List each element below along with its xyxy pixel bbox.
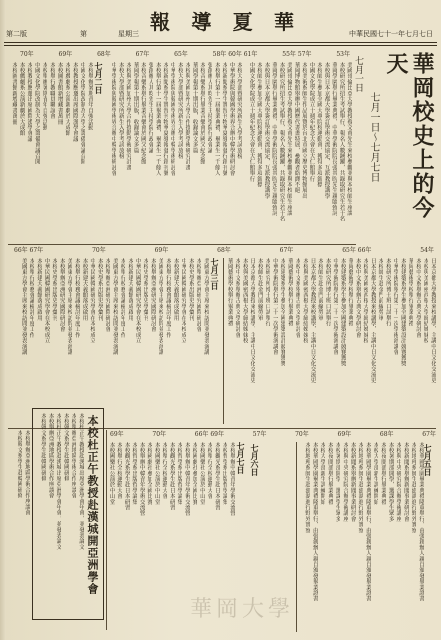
column-text: 本校與美國密西根大學締結姊妹校 <box>301 258 308 344</box>
column-text: 本校哲學系出版哲學論集 <box>221 442 228 505</box>
year-label: 70年 <box>92 247 106 254</box>
column-text: 本校史學系出版史學彙刊 <box>142 258 149 321</box>
column-text: 本校觀光系學生赴日本研習 <box>213 442 220 511</box>
masthead-char: 導 <box>191 10 218 34</box>
year-label: 66年 67年 <box>14 247 44 254</box>
column-block-bottom-left <box>8 430 30 630</box>
column-text: 日本京都大學教授來校講學，主講中日文化交流史 <box>249 258 256 384</box>
column-text: 中華民國韓國研究學會在本校成立 <box>43 258 50 344</box>
column-text: 本校舉行校務會議檢討年度工作 <box>28 258 35 338</box>
year-label: 66年 69年 <box>194 431 224 438</box>
year-label: 69年 <box>58 51 73 58</box>
column-text: 本校舉行全校運動大會 <box>161 442 168 499</box>
column-block-bottom-mid <box>108 442 246 592</box>
column-text: 本校杜正午教授赴漢城出席亞洲學會年會，並發表論文 <box>55 413 62 550</box>
year-label: 67年 <box>422 431 436 438</box>
column-text: 中華民國韓國研究學會在本校成立 <box>89 258 96 344</box>
masthead-char: 報 <box>150 10 176 34</box>
column-text: 美國東方學會主席來校訪問並發表演講 <box>20 258 27 355</box>
column-text: 本校研究所博士班口試舉行 <box>264 258 271 327</box>
column-text: 本校美術系師生作品展覽於台北市國立歷史博物館展出 <box>301 62 307 199</box>
column-text: 本校舉行全校運動大會 <box>116 442 123 499</box>
column-text: 本校舉辦亞洲地區學術合作座談會 <box>70 413 77 499</box>
article-date-range: 七月一日～七月七日 <box>368 92 379 182</box>
column-text: 美國東方學會主席來校訪問並發表演講 <box>66 258 73 355</box>
column-text: 本校新建大義館落成啟用 <box>127 258 134 321</box>
column-text: 中華學術院舉行第二十一次學術演講會 <box>332 258 339 355</box>
column-text: 中華學術院與韓國學術界合辦中韓學術研討會 <box>110 62 117 176</box>
column-text: 本校國劇社參加全國比賽 <box>146 442 153 505</box>
date-heading: 七月三日 <box>210 258 220 290</box>
column-text: 本校國劇社參加全國比賽 <box>191 442 198 505</box>
column-text: 中華民國韓國研究學會在本校成立 <box>180 258 187 344</box>
column-text: 本校建築系學生參加全國建築設計競賽獲獎 <box>339 258 346 367</box>
column-text: 美國東方學會主席來校訪問並發表演講 <box>203 258 209 355</box>
column-text: 本校中文系舉辦古典文學研討會 <box>414 258 421 338</box>
year-label: 55年 57年 <box>282 51 312 58</box>
column-text: 本校大學部暨研究所新生入學考試放榜 <box>117 62 124 159</box>
issue-number: 第 <box>80 30 87 38</box>
masthead-char: 華 <box>273 10 300 34</box>
column-text: 日本京都大學教授來校講學，主講中日文化交流史 <box>369 258 376 384</box>
column-text: 本校舉辦亞洲地區學術合作座談會 <box>24 430 30 516</box>
column-text: 本校音樂系舉行畢業音樂會於國父紀念館 <box>139 62 146 165</box>
column-text: 本校新建大義館落成啟用 <box>172 258 179 321</box>
column-text: 本校教授應邀出席國際漢學會議 <box>71 62 78 142</box>
year-label: 68年 <box>379 431 394 438</box>
year-row-top <box>20 50 350 59</box>
column-block-top-right <box>248 62 352 240</box>
column-text: 日本京都大學教授來校講學，主講中日文化交流史 <box>430 258 436 384</box>
section-divider <box>8 244 356 245</box>
column-text: 本校新聞系舉辦新聞事業研討會 <box>349 442 356 522</box>
year-label: 70年 <box>152 431 167 438</box>
column-text: 本校地理系師生赴澎湖進行野外實察 <box>410 442 417 534</box>
column-text: 本校舉辦亞洲研究國際研討會 <box>149 258 156 333</box>
column-text: 本校建築系學生參加全國建築設計競賽獲獎 <box>279 258 286 367</box>
column-text: 本校新建大義館落成啟用 <box>81 258 88 321</box>
column-text: 本校圖書館新增藏書萬冊 <box>11 62 18 125</box>
article-title-block <box>355 52 435 240</box>
publication-date: 中華民國七十一年七月七日 <box>349 30 433 38</box>
masthead-char: 夏 <box>232 10 259 34</box>
column-text: 本校韓文系學生赴韓國研修 <box>40 413 47 482</box>
column-text: 本校研究所招生考試舉行，報名人數踴躍，共錄取研究生若干名 <box>278 62 285 222</box>
column-text: 本校舉辦亞洲研究國際研討會 <box>58 258 65 333</box>
year-label: 67年 <box>135 51 150 58</box>
page-fold-shadow <box>0 0 6 640</box>
column-block-top-left <box>10 62 104 240</box>
column-text: 本校與日本京都大學簽訂學術交流協定，互派教授講學 <box>263 62 270 199</box>
column-text: 本校舉行校務會議檢討年度工作 <box>165 258 172 338</box>
sidebar-title: 本校杜正午教授赴漢城開亞洲學會 <box>86 415 99 595</box>
column-text: 中華民國韓國研究學會在本校成立 <box>134 258 141 344</box>
column-text: 美國東方學會主席來校訪問並發表演講 <box>111 258 118 355</box>
column-text: 本校華岡學園畢業典禮隆重舉行，由張創辦人親自頒發畢業證書 <box>418 442 424 602</box>
header-rule <box>4 42 437 43</box>
column-text: 本校舉行第十一屆畢業典禮，畢業生一千餘人 <box>154 62 161 176</box>
column-text: 本校國樂社公演於中山堂 <box>108 442 115 505</box>
column-text: 中華學術院舉行第二十一次學術演講會 <box>392 258 399 355</box>
column-text: 本校夜間部舉行畢業典禮 <box>380 442 387 505</box>
column-text: 本校與美國加州大學合作推動學術研究計畫 <box>125 62 132 171</box>
column-text: 華岡藝術學校舉行畢業典禮 <box>407 258 414 327</box>
column-text: 本校大學部暨研究所新生入學考試放榜 <box>176 62 183 159</box>
column-text: 本校觀光系學生赴日本研習 <box>168 442 175 511</box>
column-text: 中國文化學院改制為大學之籌備會議召開 <box>33 62 40 165</box>
column-text: 本校國樂社公演於中山堂 <box>153 442 160 505</box>
column-text: 美國東方學會主席來校訪問並發表演講 <box>157 258 164 355</box>
column-text: 本校戲劇系公演新劇於大成館 <box>18 62 25 137</box>
column-text: 本校新建大義館落成啟用 <box>35 258 42 321</box>
column-text: 本校舉辦暑期青年自強活動 <box>87 62 93 131</box>
year-label: 69年 <box>337 431 352 438</box>
column-text: 本校舉辦亞洲研究國際研討會 <box>195 258 202 333</box>
year-label: 54年 <box>420 247 434 254</box>
column-text: 本校建築系學生參加全國建築設計競賽獲獎 <box>399 258 406 367</box>
column-block-mid-right <box>226 258 436 424</box>
year-label: 53年 <box>336 51 350 58</box>
masthead <box>150 10 300 34</box>
column-text: 本校舉行教職員聯誼會 <box>49 62 56 119</box>
column-text: 本校韓文系學生赴韓國研修 <box>16 430 23 499</box>
column-text: 本校舉辦中韓青年學術交流營 <box>138 442 145 517</box>
column-text: 本校師生參加全國大專院校運動會，獲得多項錦標 <box>256 62 262 188</box>
year-label: 65年 66年 <box>342 247 372 254</box>
column-divider <box>223 258 224 424</box>
column-text: 張創辦人其昀先生主持學院行政會議 <box>147 62 154 154</box>
year-label: 69年 <box>110 431 124 438</box>
year-row-bottom <box>110 430 436 439</box>
column-text: 本校大學部暨研究所新生入學考試放榜 <box>236 62 242 159</box>
column-text: 中華學術院與韓國學術界合辦中韓學術研討會 <box>169 62 176 176</box>
column-text: 本校大學部新生訓練開始 <box>372 442 379 505</box>
column-text: 中華學術院舉行第二十一次學術演講會 <box>271 258 278 355</box>
column-text: 本校觀光系學生赴日本研習 <box>123 442 130 511</box>
column-text: 本校舉辦亞洲地區學術合作座談會 <box>47 413 54 499</box>
column-text: 本校地理系師生赴澎湖進行野外實察 <box>357 442 364 534</box>
column-divider <box>106 430 107 630</box>
column-text: 本校中文系舉辦古典文學研討會 <box>294 258 301 338</box>
column-text: 本校史學系出版史學彙刊 <box>96 258 103 321</box>
year-label: 70年 <box>295 431 309 438</box>
year-label: 58年 60年 61年 <box>212 51 258 58</box>
year-label: 68年 <box>217 247 231 254</box>
column-text: 本校與美國密西根大學締結姊妹校 <box>422 258 429 344</box>
column-text: 本校杜正午教授赴漢城出席亞洲學會年會，並發表論文 <box>78 413 84 550</box>
year-label: 65年 <box>174 51 188 58</box>
column-text: 本校圖書館新增藏書萬冊 <box>56 62 63 125</box>
column-text: 本校師生參加全國大專院校運動會，獲得多項錦標 <box>316 62 322 188</box>
header-rule <box>4 45 437 46</box>
column-text: 本校舉行校務會議檢討年度工作 <box>73 258 80 338</box>
column-text: 本校暑期部開學，選課學生眾多 <box>387 442 394 522</box>
column-text: 張創辦人其昀先生主持學院行政會議 <box>206 62 213 154</box>
column-text: 本校與日本京都大學簽訂學術交流協定，互派教授講學 <box>323 62 330 199</box>
column-text: 美國哥倫比亞大學教授蔡文甫先生來校參觀並與本校師生座談 <box>346 62 352 216</box>
year-label: 70年 <box>20 51 34 58</box>
column-text: 本校新聞系舉辦新聞事業研討會 <box>402 442 409 522</box>
date-heading: 七月二日 <box>94 62 104 94</box>
column-text: 本校教授應邀出席國際漢學會議 <box>26 62 33 142</box>
column-text: 本校與中央研究院合辦學術講座 <box>342 442 349 522</box>
column-text: 華岡博物館舉辦中國歷代書畫特展，參觀者絡繹不絕 <box>293 62 300 194</box>
year-label: 67年 <box>279 247 294 254</box>
column-text: 本校舉辦中韓青年學術交流營 <box>183 442 190 517</box>
column-text: 中國文化學院改制為大學之籌備會議召開 <box>79 62 86 165</box>
column-text: 本校新聞系學生實習刊物華夏導報發行創刊號 <box>162 62 169 176</box>
column-text: 本校研究所博士班口試舉行 <box>324 258 331 327</box>
column-text: 華岡學報第十期出版，收錄論文多篇 <box>191 62 198 154</box>
article-title: 華岡校史上的今天 <box>383 52 435 220</box>
date-heading: 七月五日 <box>423 444 433 476</box>
column-text: 華岡學園舉行畢業典禮，中華學術院院長張其昀先生親臨致詞 <box>331 62 337 216</box>
column-text: 本校夜間部舉行畢業典禮 <box>326 442 333 505</box>
column-text: 本校國樂社公演於中山堂 <box>198 442 205 505</box>
column-text: 本校中文系舉辦古典文學研討會 <box>234 258 241 338</box>
column-text: 本校舉行校務會議檢討年度工作 <box>119 258 126 338</box>
year-row-mid <box>14 246 434 255</box>
column-text: 華岡藝術學校舉行畢業典禮 <box>347 258 354 327</box>
column-text: 本校哲學系出版哲學論集 <box>131 442 138 505</box>
column-text: 本校地理系師生赴澎湖進行野外實察 <box>304 442 311 534</box>
column-text: 本校與美國加州大學合作推動學術研究計畫 <box>184 62 191 171</box>
column-text: 本校舉辦暑期青年自強活動 <box>41 62 48 131</box>
column-text: 中國文化學院成立十週年紀念大會在大仁館舉行 <box>248 62 255 182</box>
column-text: 本校華岡學園畢業典禮隆重舉行，由張創辦人親自頒發畢業證書 <box>311 442 318 602</box>
column-text: 本校舉行第十一屆畢業典禮，畢業生一千餘人 <box>213 62 220 176</box>
column-text: 本校大學部新生訓練開始 <box>319 442 326 505</box>
column-text: 本校師生赴金門前線勞軍 <box>317 258 324 321</box>
year-label: 69年 <box>154 247 169 254</box>
column-block-top-mid <box>110 62 242 240</box>
column-text: 本校中文系舉辦古典文學研討會 <box>354 258 361 338</box>
column-text: 中國文化學院成立十週年紀念大會在大仁館舉行 <box>308 62 315 182</box>
column-text: 本校師生赴金門前線勞軍 <box>377 258 384 321</box>
year-label: 57年 <box>252 431 267 438</box>
sidebar-text-block <box>36 413 84 613</box>
column-text: 本校與中央研究院合辦學術講座 <box>395 442 402 522</box>
article-subhead: 七月一日 <box>353 56 363 92</box>
date-heading: 七月六日 <box>250 444 260 476</box>
column-text: 本校史學系出版史學彙刊 <box>51 258 58 321</box>
column-text: 本校研究所招生考試舉行，報名人數踴躍，共錄取研究生若干名 <box>338 62 345 222</box>
column-block-mid-left <box>10 258 220 404</box>
column-text: 華岡藝術學校舉行畢業典禮 <box>286 258 293 327</box>
column-text: 本校舉行全校運動大會 <box>206 442 213 499</box>
year-label: 68年 <box>97 51 111 58</box>
date-heading: 七月七日 <box>236 442 246 474</box>
weekday: 星期三 <box>118 30 139 38</box>
column-text: 本校史學系出版史學彙刊 <box>187 258 194 321</box>
column-text: 本校韓文系學生赴韓國研修 <box>62 413 69 482</box>
column-text: 本校師生赴金門前線勞軍 <box>256 258 263 321</box>
column-text: 本校與美國密西根大學締結姊妹校 <box>362 258 369 344</box>
column-text: 本校與美國密西根大學締結姊妹校 <box>241 258 248 344</box>
column-text: 本校暑期部開學，選課學生眾多 <box>334 442 341 522</box>
column-text: 華岡學報第十期出版，收錄論文多篇 <box>132 62 139 154</box>
column-text: 中華學術院與韓國學術界合辦中韓學術研討會 <box>228 62 235 176</box>
column-text: 本校舉辦亞洲研究國際研討會 <box>104 258 111 333</box>
sidebar-box <box>32 408 104 620</box>
column-text: 本校戲劇系公演新劇於大成館 <box>64 62 71 137</box>
column-text: 本校新聞系學生實習刊物華夏導報發行創刊號 <box>221 62 228 176</box>
watermark-stamp: 華岡大學 <box>190 597 295 622</box>
page-number: 第二版 <box>6 30 27 38</box>
column-text: 本校研究所博士班口試舉行 <box>384 258 391 327</box>
column-block-bottom-right <box>300 442 424 632</box>
column-text: 本校音樂系舉行畢業音樂會於國父紀念館 <box>199 62 206 165</box>
column-text: 本校舉辦中韓青年學術交流營 <box>229 442 235 517</box>
column-text: 華岡學園舉行畢業典禮，中華學術院院長張其昀先生親臨致詞 <box>271 62 277 216</box>
column-text: 美國哥倫比亞大學教授蔡文甫先生來校參觀並與本校師生座談 <box>286 62 292 216</box>
column-text: 華岡藝術學校舉行畢業典禮 <box>226 258 233 327</box>
column-text: 本校哲學系出版哲學論集 <box>176 442 183 505</box>
column-text: 本校華岡學園畢業典禮隆重舉行，由張創辦人親自頒發畢業證書 <box>364 442 371 602</box>
column-text: 日本京都大學教授來校講學，主講中日文化交流史 <box>309 258 316 384</box>
